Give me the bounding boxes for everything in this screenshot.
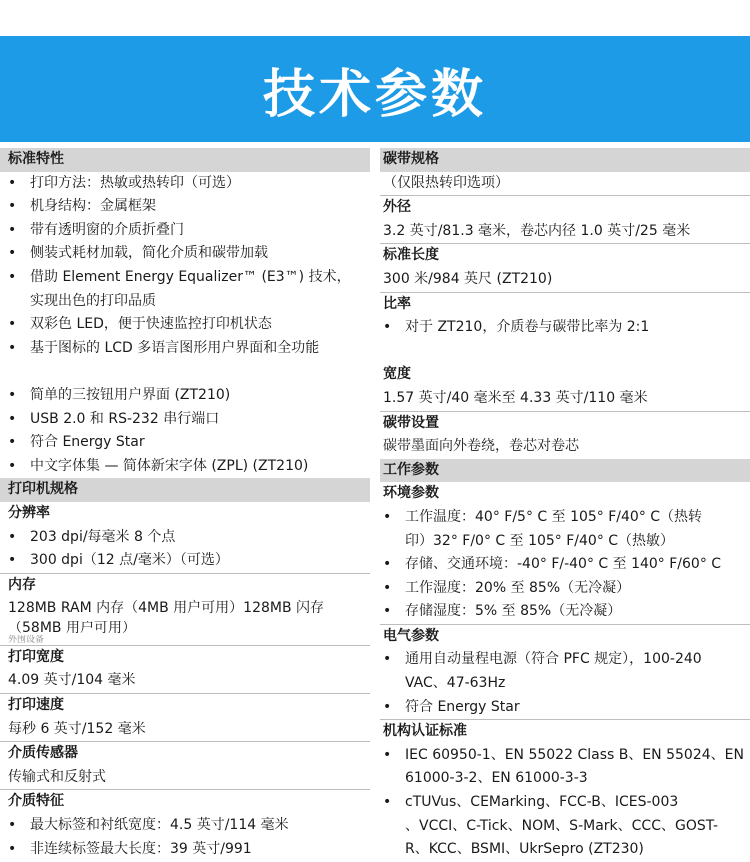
clipped-text: 外围设备: [0, 635, 370, 646]
memory-text: （58MB 用户可用）: [8, 620, 136, 635]
subheading-ratio: 比率: [383, 295, 411, 312]
list-item: • 工作湿度：20% 至 85%（无冷凝）: [380, 577, 750, 601]
ribbon-setup-value: 碳带墨面向外卷绕，卷芯对卷芯: [383, 438, 579, 455]
standard-length-value: 300 米/984 英尺 (ZT210): [380, 268, 750, 293]
list-item: • 双彩色 LED，便于快速监控打印机状态: [0, 313, 370, 337]
page-title: 技术参数: [262, 64, 487, 125]
list-item-continuation: 实现出色的打印品质: [30, 292, 156, 309]
subheading-print-speed: 打印速度: [8, 697, 64, 714]
list-item: • 符合 Energy Star: [0, 431, 370, 455]
list-item-continuation: 61000-3-2、EN 61000-3-3: [405, 770, 588, 787]
title-banner: [0, 36, 750, 142]
subheading-width: 宽度: [383, 366, 411, 383]
list-item: • 机身结构：金属框架: [0, 195, 370, 219]
outer-diameter-value: 3.2 英寸/81.3 毫米，卷芯内径 1.0 英寸/25 毫米: [380, 220, 750, 245]
list-item: • cTUVus、CEMarking、FCC-B、ICES-003: [380, 791, 750, 815]
list-item: • 最大标签和衬纸宽度：4.5 英寸/114 毫米: [0, 814, 370, 838]
print-width-value: 4.09 英寸/104 毫米: [0, 669, 370, 694]
subheading-media-features: 介质特征: [8, 793, 64, 810]
section-header-printer-specs: 打印机规格: [0, 478, 370, 502]
list-item: • 通用自动量程电源（符合 PFC 规定），100-240: [380, 648, 750, 672]
list-item: • 基于图标的 LCD 多语言图形用户界面和全功能: [0, 337, 370, 361]
list-item-continuation: VAC、47-63Hz: [405, 675, 506, 692]
spacer: [380, 340, 750, 364]
list-item: • IEC 60950-1、EN 55022 Class B、EN 55024、EN: [380, 744, 750, 768]
subheading-memory: 内存: [8, 576, 36, 593]
list-item: • 工作温度：40° F/5° C 至 105° F/40° C（热转: [380, 506, 750, 530]
list-item: • 中文字体集 — 简体新宋字体 (ZPL) (ZT210): [0, 455, 370, 479]
list-item: • 203 dpi/每毫米 8 个点: [0, 526, 370, 550]
list-item-continuation: R、KCC、BSMI、UkrSepro (ZT230): [405, 841, 644, 858]
list-item-continuation: 、VCCI、C-Tick、NOM、S-Mark、CCC、GOST-: [405, 817, 719, 834]
section-header-operating-params: 工作参数: [380, 459, 750, 483]
subheading-standard-length: 标准长度: [383, 247, 439, 264]
list-item: • 符合 Energy Star: [380, 696, 750, 721]
list-item: • 打印方法：热敏或热转印（可选）: [0, 172, 370, 196]
list-item-continuation: 印）32° F/0° C 至 105° F/40° C（热敏）: [405, 532, 675, 549]
list-item: • 存储湿度：5% 至 85%（无冷凝）: [380, 600, 750, 625]
list-item: • 侧装式耗材加载，简化介质和碳带加载: [0, 242, 370, 266]
list-item: • 借助 Element Energy Equalizer™ (E3™) 技术，: [0, 266, 370, 290]
section-header-ribbon-specs: 碳带规格: [380, 148, 750, 172]
list-item: • 带有透明窗的介质折叠门: [0, 219, 370, 243]
spacer: [0, 360, 370, 384]
section-header-standard-features: 标准特性: [0, 148, 370, 172]
list-item: • USB 2.0 和 RS-232 串行端口: [0, 408, 370, 432]
right-column: [380, 148, 750, 862]
memory-text: 128MB RAM 内存（4MB 用户可用）128MB 闪存: [8, 600, 325, 617]
list-item: • 对于 ZT210，介质卷与碳带比率为 2:1: [380, 316, 750, 340]
subheading-print-width: 打印宽度: [8, 648, 64, 665]
subheading-resolution: 分辨率: [8, 504, 50, 521]
subheading-environment: 环境参数: [383, 485, 439, 502]
ribbon-note: （仅限热转印选项）: [380, 172, 750, 197]
list-item: • 300 dpi（12 点/毫米）（可选）: [0, 549, 370, 574]
left-column: [0, 148, 370, 861]
subheading-media-sensor: 介质传感器: [8, 745, 78, 762]
media-sensor-value: 传输式和反射式: [0, 766, 370, 791]
subheading-ribbon-setup: 碳带设置: [383, 414, 439, 431]
print-speed-value: 每秒 6 英寸/152 毫米: [0, 718, 370, 743]
width-value: 1.57 英寸/40 毫米至 4.33 英寸/110 毫米: [380, 387, 750, 412]
list-item: • 简单的三按钮用户界面 (ZT210): [0, 384, 370, 408]
subheading-outer-diameter: 外径: [383, 199, 411, 216]
list-item: • 存储、交通环境：-40° F/-40° C 至 140° F/60° C: [380, 553, 750, 577]
list-item: • 非连续标签最大长度：39 英寸/991: [0, 838, 370, 862]
subheading-electrical: 电气参数: [383, 627, 439, 644]
subheading-certifications: 机构认证标准: [383, 723, 467, 740]
